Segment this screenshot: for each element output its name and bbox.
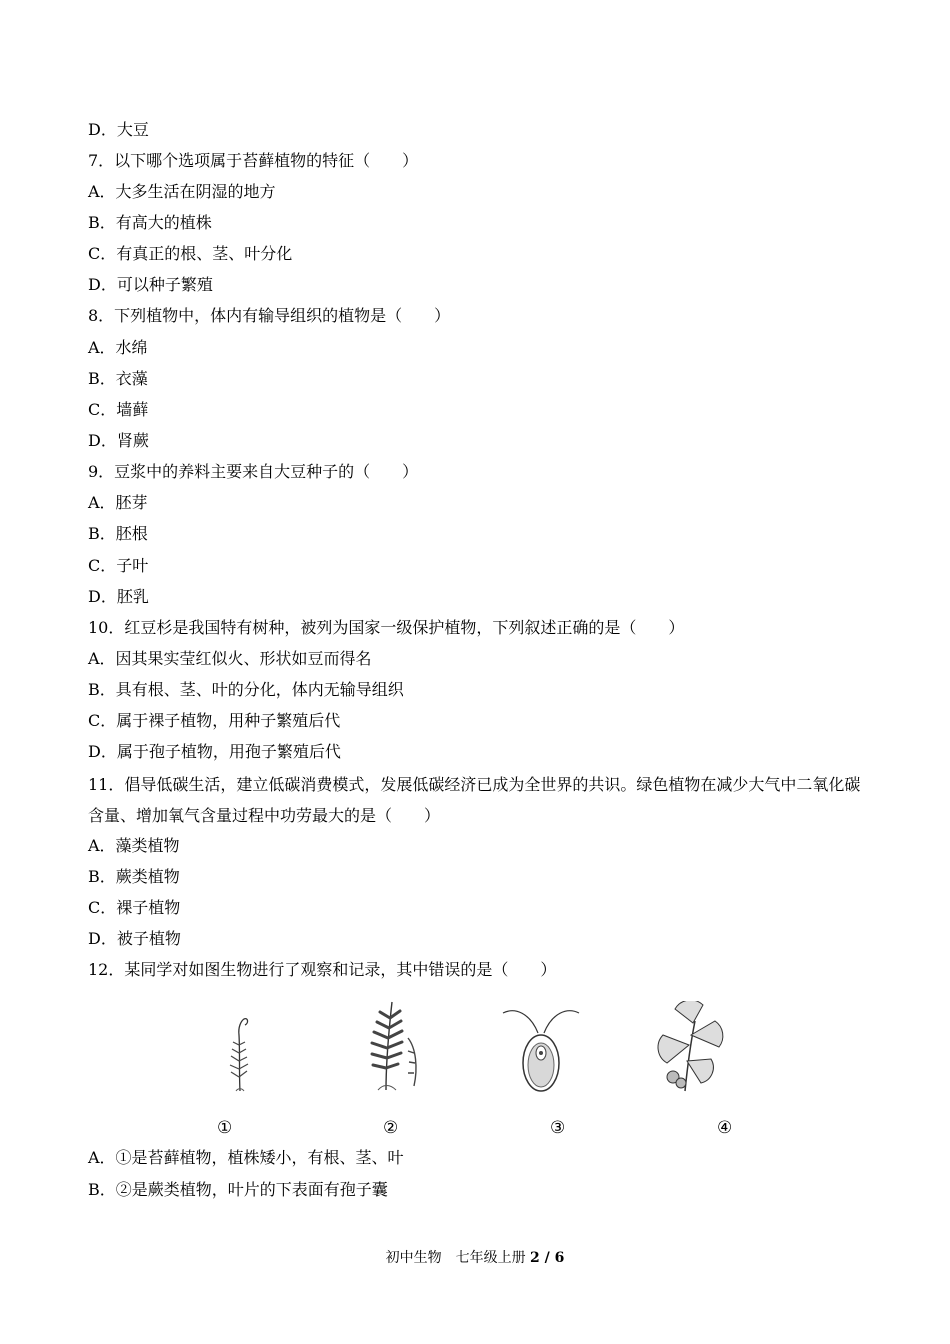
q8-option-a: A．水绵 (88, 338, 148, 357)
q9-option-c: C．子叶 (88, 556, 149, 575)
q11-option-b: B．蕨类植物 (88, 867, 180, 886)
q12-option-b: B．②是蕨类植物，叶片的下表面有孢子囊 (88, 1180, 388, 1199)
q12-stem: 12．某同学对如图生物进行了观察和记录，其中错误的是（ ） (88, 960, 557, 979)
chlamydomonas-figure (500, 1003, 582, 1095)
q9-option-a: A．胚芽 (88, 493, 148, 512)
q9-option-b: B．胚根 (88, 524, 148, 543)
q7-option-a: A．大多生活在阴湿的地方 (88, 182, 276, 201)
q11-stem: 11．倡导低碳生活，建立低碳消费模式，发展低碳经济已成为全世界的共识。绿色植物在减少大气中二氧化碳含量、增加氧气含量过程中功劳最大的是（ ） (88, 775, 861, 825)
q12-option-a: A．①是苔藓植物，植株矮小，有根、茎、叶 (88, 1148, 404, 1167)
q10-option-b: B．具有根、茎、叶的分化，体内无输导组织 (88, 680, 404, 699)
q10-stem: 10．红豆杉是我国特有树种，被列为国家一级保护植物，下列叙述正确的是（ ） (88, 618, 685, 637)
q11-option-d: D．被子植物 (88, 929, 181, 948)
q11-option-c: C．裸子植物 (88, 898, 181, 917)
figure-label-2: ② (383, 1118, 399, 1138)
q9-stem: 9．豆浆中的养料主要来自大豆种子的（ ） (88, 462, 419, 481)
page-footer (0, 1249, 950, 1267)
q10-option-d: D．属于孢子植物，用孢子繁殖后代 (88, 742, 341, 761)
q9-option-d: D．胚乳 (88, 587, 149, 606)
figure-label-4: ④ (717, 1118, 733, 1138)
moss-figure (222, 1013, 258, 1093)
q8-option-d: D．肾蕨 (88, 431, 149, 450)
footer-page-number: 2 / 6 (530, 1250, 565, 1266)
q12-figure-row (0, 993, 950, 1138)
ginkgo-figure (655, 1001, 725, 1096)
q7-option-c: C．有真正的根、茎、叶分化 (88, 244, 293, 263)
q6-option-d: D．大豆 (88, 120, 149, 139)
fern-figure (356, 998, 426, 1093)
figure-label-3: ③ (550, 1118, 566, 1138)
q10-option-c: C．属于裸子植物，用种子繁殖后代 (88, 711, 341, 730)
q10-option-a: A．因其果实莹红似火、形状如豆而得名 (88, 649, 372, 668)
q7-option-b: B．有高大的植株 (88, 213, 212, 232)
q11-option-a: A．藻类植物 (88, 836, 180, 855)
footer-subject: 初中生物 七年级上册 (385, 1250, 526, 1266)
figure-label-1: ① (217, 1118, 233, 1138)
q8-option-c: C．墙藓 (88, 400, 149, 419)
q8-stem: 8．下列植物中，体内有输导组织的植物是（ ） (88, 306, 451, 325)
q7-stem: 7．以下哪个选项属于苔藓植物的特征（ ） (88, 151, 419, 170)
q8-option-b: B．衣藻 (88, 369, 148, 388)
q7-option-d: D．可以种子繁殖 (88, 275, 213, 294)
